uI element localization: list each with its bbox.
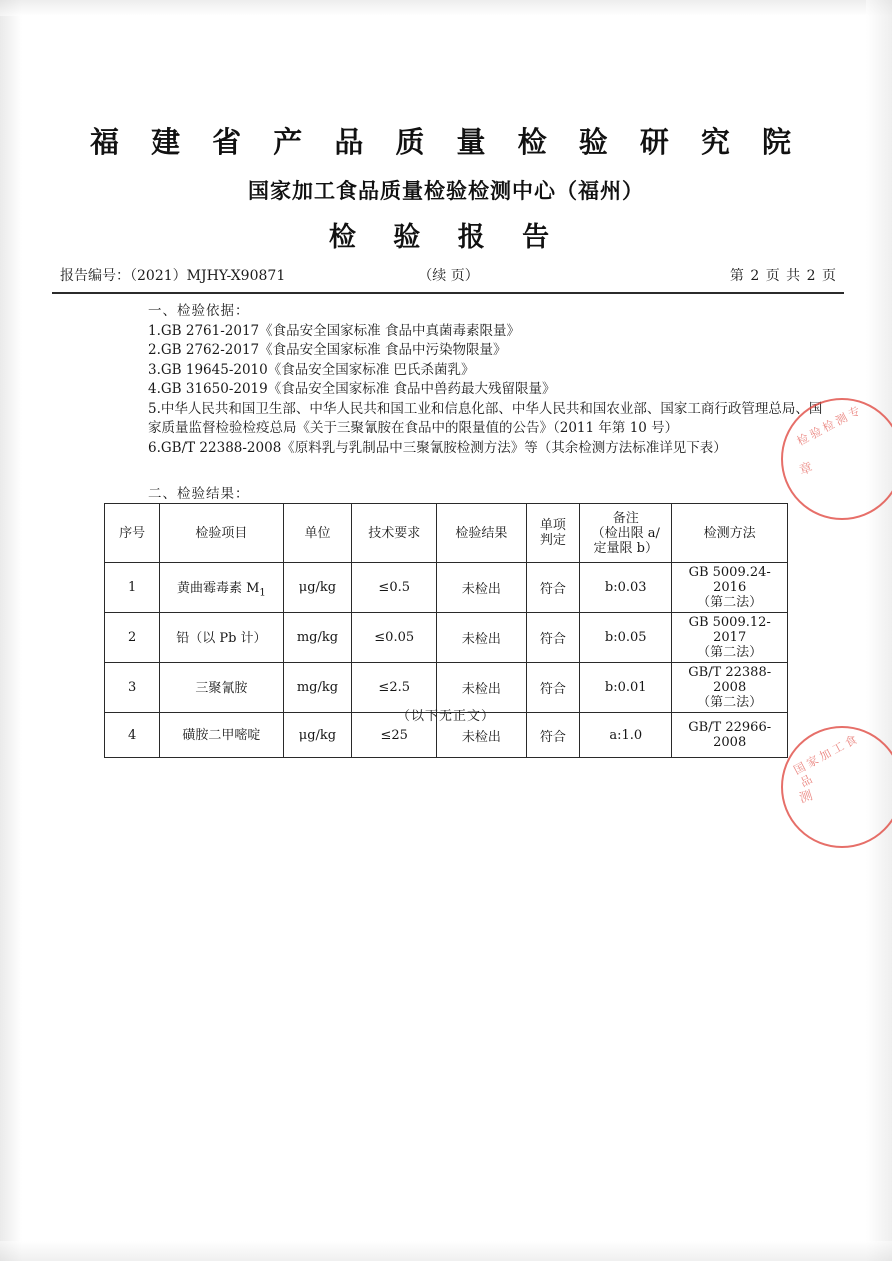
cell-result: 未检出 — [437, 613, 527, 663]
end-of-text-note: （以下无正文） — [396, 709, 495, 724]
center-title: 国家加工食品质量检验检测中心（福州） — [248, 178, 644, 203]
cell-method — [672, 563, 788, 613]
basis-item: 5.中华人民共和国卫生部、中华人民共和国工业和信息化部、中华人民共和国农业部、国家工商行政管理总局、国家质量监督检验检疫总局《关于三聚氰胺在食品中的限量值的公告》（2011 年第 10 号） — [148, 400, 823, 436]
table-row — [105, 563, 788, 613]
column-header-note-line1: 备注 — [612, 510, 639, 526]
inspection-seal-top — [781, 398, 892, 520]
column-header-note — [580, 504, 672, 563]
cell-result: 未检出 — [437, 663, 527, 713]
cell-item — [160, 563, 283, 613]
cell-item-text: 三聚氰胺 — [195, 680, 248, 696]
cell-item-subscript: 1 — [259, 587, 266, 599]
cell-unit: mg/kg — [283, 613, 352, 663]
cell-requirement: ≤0.5 — [352, 563, 437, 613]
cell-result: 未检出 — [437, 563, 527, 613]
cell-method-line2: （第二法） — [697, 695, 763, 710]
cell-item-text: 铅（以 Pb 计） — [176, 630, 267, 646]
basis-item: 2.GB 2762-2017《食品安全国家标准 食品中污染物限量》 — [148, 342, 507, 358]
cell-judge: 符合 — [526, 613, 579, 663]
table-header-row — [105, 504, 788, 563]
column-header-judge-line2: 判定 — [539, 533, 566, 548]
seal-top-text-secondary: 章 — [797, 460, 815, 479]
column-header-note-line3: 定量限 b） — [593, 540, 658, 556]
cell-note: b:0.03 — [580, 563, 672, 613]
continued-label: （续 页） — [418, 268, 479, 284]
cell-method — [672, 613, 788, 663]
cell-unit: mg/kg — [283, 663, 352, 713]
column-header-method: 检测方法 — [672, 504, 788, 563]
organization-title: 福 建 省 产 品 质 量 检 验 研 究 院 — [89, 125, 803, 159]
header-divider — [52, 292, 844, 294]
cell-requirement: ≤2.5 — [352, 663, 437, 713]
basis-section — [148, 302, 832, 458]
cell-judge: 符合 — [526, 563, 579, 613]
cell-method-line2: （第二法） — [697, 645, 763, 660]
cell-no: 3 — [105, 663, 160, 713]
column-header-result: 检验结果 — [437, 504, 527, 563]
cell-method-line1: GB/T 22388-2008 — [688, 665, 772, 695]
cell-item-text: 黄曲霉毒素 M — [176, 580, 260, 596]
column-header-judge-line1: 单项 — [539, 518, 566, 533]
column-header-judge — [526, 504, 579, 563]
column-header-no: 序号 — [105, 504, 160, 563]
cell-result: 未检出 — [437, 713, 527, 758]
seal-bottom-text-secondary: 测 — [797, 788, 815, 807]
cell-no: 1 — [105, 563, 160, 613]
cell-judge: 符合 — [526, 663, 579, 713]
column-header-unit: 单位 — [283, 504, 352, 563]
column-header-item: 检验项目 — [160, 504, 283, 563]
report-number-label: 报告编号： — [60, 268, 130, 284]
basis-item: 1.GB 2761-2017《食品安全国家标准 食品中真菌毒素限量》 — [148, 322, 520, 339]
inspection-seal-bottom — [781, 726, 892, 848]
cell-no: 2 — [105, 613, 160, 663]
seal-bottom-text: 国家加工食品 — [791, 730, 862, 790]
basis-item: 4.GB 31650-2019《食品安全国家标准 食品中兽药最大残留限量》 — [148, 381, 556, 397]
column-header-note-line2: （检出限 a/ — [591, 525, 660, 541]
basis-item: 6.GB/T 22388-2008《原料乳与乳制品中三聚氰胺检测方法》等（其余检测方法标准详见下表） — [148, 439, 727, 456]
cell-note: b:0.05 — [580, 613, 672, 663]
column-header-requirement: 技术要求 — [352, 504, 437, 563]
cell-note: a:1.0 — [580, 713, 672, 758]
cell-item-text: 磺胺二甲嘧啶 — [182, 728, 261, 744]
report-title: 检 验 报 告 — [328, 222, 564, 253]
scan-edge-bottom — [0, 1241, 892, 1261]
cell-method-line2: （第二法） — [697, 595, 763, 610]
cell-no: 4 — [105, 713, 160, 758]
cell-method-line1: GB/T 22966-2008 — [688, 720, 772, 750]
cell-item — [160, 613, 283, 663]
cell-unit: μg/kg — [283, 713, 352, 758]
cell-requirement: ≤0.05 — [352, 613, 437, 663]
cell-note: b:0.01 — [580, 663, 672, 713]
seal-top-text: 检验检测专 — [794, 402, 866, 449]
cell-method-line1: GB 5009.12-2017 — [688, 615, 771, 645]
cell-requirement: ≤25 — [352, 713, 437, 758]
cell-unit: μg/kg — [283, 563, 352, 613]
results-heading: 二、检验结果： — [148, 486, 250, 502]
report-number-value: （2021）MJHY-X90871 — [130, 268, 286, 284]
cell-judge: 符合 — [526, 713, 579, 758]
cell-method-line1: GB 5009.24-2016 — [688, 565, 771, 595]
scan-edge-top — [0, 0, 892, 16]
report-meta-row — [60, 265, 837, 289]
basis-item: 3.GB 19645-2010《食品安全国家标准 巴氏杀菌乳》 — [148, 361, 475, 378]
page-indicator: 第 2 页 共 2 页 — [729, 268, 837, 284]
basis-heading: 一、检验依据： — [148, 303, 250, 319]
table-row — [105, 613, 788, 663]
